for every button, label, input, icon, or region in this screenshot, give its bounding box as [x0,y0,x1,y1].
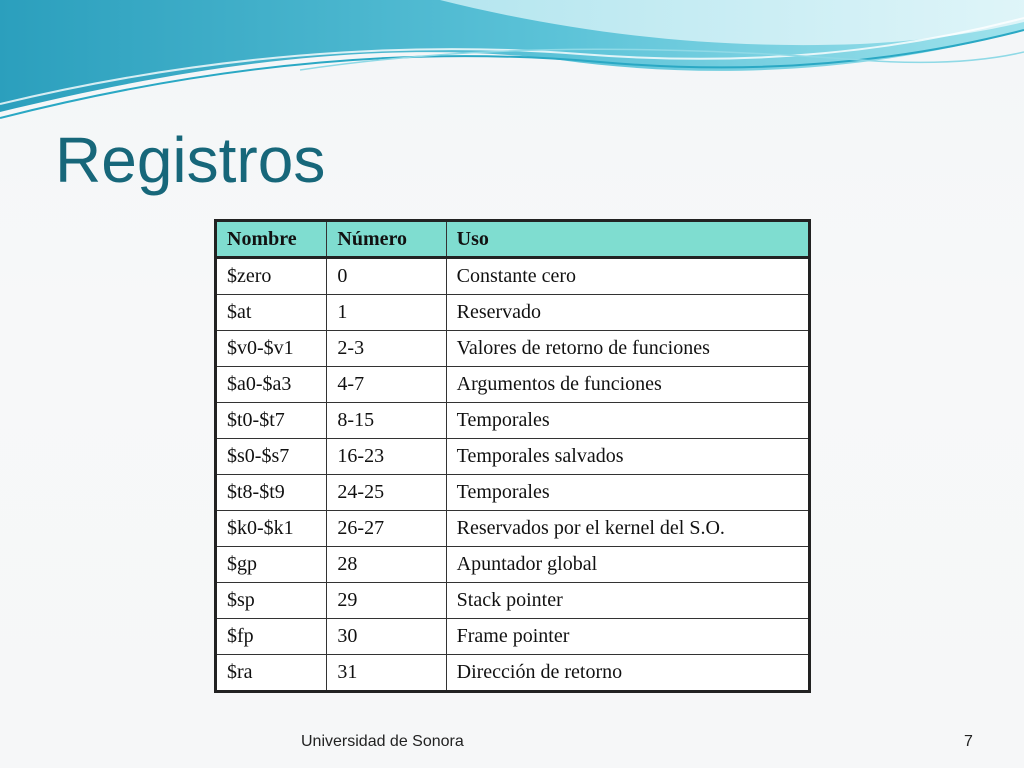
table-row [216,403,810,439]
cell-uso: Apuntador global [446,547,809,583]
cell-numero: 31 [327,655,446,692]
cell-numero: 24-25 [327,475,446,511]
cell-uso: Dirección de retorno [446,655,809,692]
cell-numero: 1 [327,295,446,331]
cell-nombre: $fp [216,619,327,655]
slide-title: Registros [55,124,326,196]
cell-nombre: $gp [216,547,327,583]
cell-uso: Valores de retorno de funciones [446,331,809,367]
cell-nombre: $v0-$v1 [216,331,327,367]
cell-uso: Frame pointer [446,619,809,655]
cell-nombre: $s0-$s7 [216,439,327,475]
column-header-nombre: Nombre [216,221,327,258]
registers-table [214,219,811,693]
cell-numero: 4-7 [327,367,446,403]
cell-numero: 2-3 [327,331,446,367]
cell-uso: Temporales [446,403,809,439]
page-number: 7 [964,733,973,750]
cell-nombre: $k0-$k1 [216,511,327,547]
column-header-uso: Uso [446,221,809,258]
table-row [216,655,810,692]
cell-numero: 26-27 [327,511,446,547]
table-row [216,331,810,367]
table-row [216,583,810,619]
table-row [216,475,810,511]
cell-nombre: $t0-$t7 [216,403,327,439]
table-row [216,511,810,547]
cell-nombre: $zero [216,258,327,295]
cell-uso: Temporales [446,475,809,511]
table-row [216,295,810,331]
table-row [216,547,810,583]
cell-numero: 28 [327,547,446,583]
cell-numero: 0 [327,258,446,295]
footer-institution: Universidad de Sonora [301,733,464,750]
cell-nombre: $t8-$t9 [216,475,327,511]
cell-uso: Constante cero [446,258,809,295]
cell-nombre: $ra [216,655,327,692]
cell-uso: Reservado [446,295,809,331]
cell-nombre: $sp [216,583,327,619]
column-header-numero: Número [327,221,446,258]
cell-nombre: $a0-$a3 [216,367,327,403]
table-header-row [216,221,810,258]
table-row [216,619,810,655]
cell-numero: 16-23 [327,439,446,475]
cell-numero: 8-15 [327,403,446,439]
cell-numero: 29 [327,583,446,619]
wave-decoration [0,0,1024,130]
cell-nombre: $at [216,295,327,331]
cell-uso: Argumentos de funciones [446,367,809,403]
table-row [216,367,810,403]
cell-uso: Temporales salvados [446,439,809,475]
cell-numero: 30 [327,619,446,655]
table-row [216,439,810,475]
cell-uso: Stack pointer [446,583,809,619]
cell-uso: Reservados por el kernel del S.O. [446,511,809,547]
table-row [216,258,810,295]
